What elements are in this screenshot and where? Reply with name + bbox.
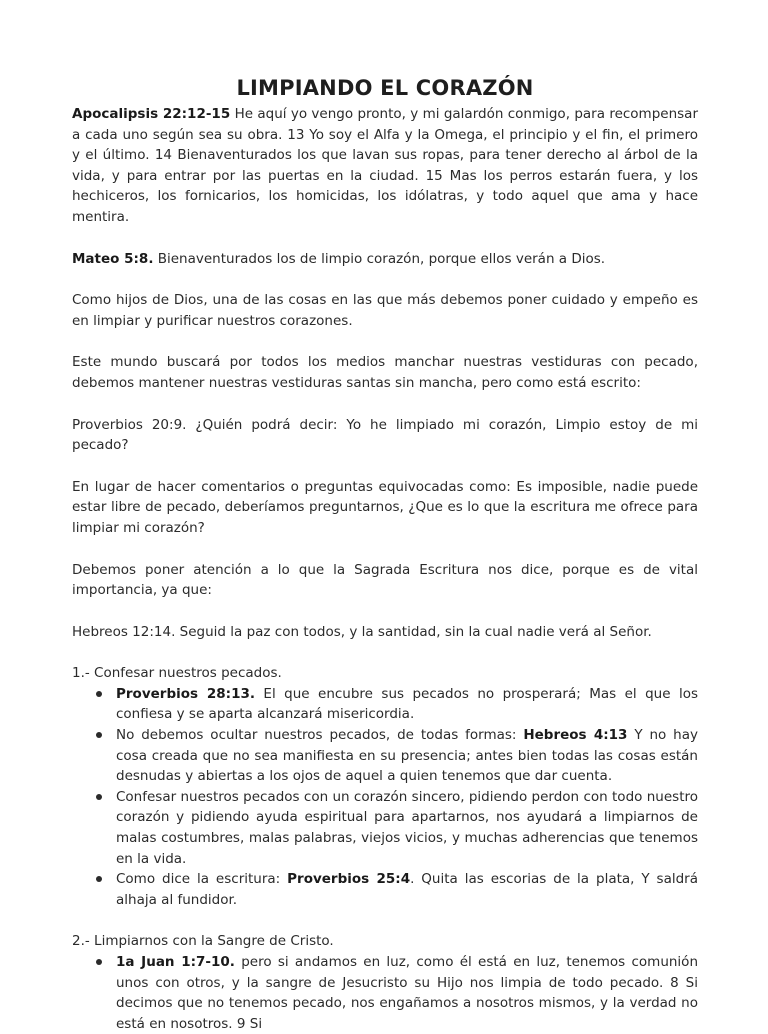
section-1-title: 1.- Confesar nuestros pecados. bbox=[72, 665, 282, 682]
item-text: pero si andamos en luz, como él está en luz, tenemos comunión unos con otros, y la sangre de Jesucristo su Hijo nos limpia de todo pecado. 8 Si decimos que no tenemos pecado, nos engañamos a nosotros mismos, y la verdad no está en nosotros. 9 Si bbox=[116, 954, 698, 1032]
item-reference: 1a Juan 1:7-10. bbox=[116, 954, 235, 970]
item-prefix: No debemos ocultar nuestros pecados, de todas formas: bbox=[116, 727, 524, 744]
document-title: LIMPIANDO EL CORAZÓN bbox=[236, 76, 534, 100]
mateo-paragraph bbox=[72, 249, 698, 270]
item-text: Y no hay cosa creada que no sea manifiesta en su presencia; antes bien todas las cosas están desnudas y abiertas a los ojos de aquel a quien tenemos que dar cuenta. bbox=[116, 727, 698, 785]
section-2-list bbox=[72, 952, 698, 1034]
section-2-title: 2.- Limpiarnos con la Sangre de Cristo. bbox=[72, 933, 334, 950]
list-item bbox=[116, 787, 698, 869]
paragraph-2: Este mundo buscará por todos los medios manchar nuestras vestiduras con pecado, debemos mantener nuestras vestiduras santas sin mancha, pero como está escrito: bbox=[72, 354, 698, 391]
item-text: . Quita las escorias de la plata, Y saldrá alhaja al fundidor. bbox=[116, 871, 698, 908]
item-prefix: Como dice la escritura: bbox=[116, 871, 288, 888]
intro-text: He aquí yo vengo pronto, y mi galardón conmigo, para recompensar a cada uno según sea su obra. 13 Yo soy el Alfa y la Omega, el principio y el fin, el primero y el último. 14 Bienaventurados los que lavan sus ropas, para tener derecho al árbol de la vida, y para entrar por las puertas en la ciudad. 15 Mas los perros estarán fuera, y los hechiceros, los fornicarios, los homicidas, los idólatras, y todo aquel que ama y hace mentira. bbox=[72, 106, 699, 225]
paragraph-3: Proverbios 20:9. ¿Quién podrá decir: Yo he limpiado mi corazón, Limpio estoy de mi pecado? bbox=[72, 416, 698, 454]
list-item bbox=[116, 725, 698, 787]
item-reference: Hebreos 4:13 bbox=[523, 727, 628, 744]
item-reference: Proverbios 28:13. bbox=[116, 685, 255, 702]
list-item bbox=[116, 952, 698, 1034]
intro-reference: Apocalipsis 22:12-15 bbox=[72, 106, 231, 122]
paragraph-4: En lugar de hacer comentarios o preguntas equivocadas como: Es imposible, nadie puede estar libre de pecado, deberíamos preguntarnos, ¿Que es lo que la escritura me ofrece para limpiar mi corazón? bbox=[72, 478, 698, 536]
item-text: El que encubre sus pecados no prosperará; Mas el que los confiesa y se aparta alcanzará misericordia. bbox=[116, 685, 699, 723]
section-1-list bbox=[72, 684, 698, 911]
paragraph-1: Como hijos de Dios, una de las cosas en las que más debemos poner cuidado y empeño es en limpiar y purificar nuestros corazones. bbox=[72, 292, 698, 329]
paragraph-5: Debemos poner atención a lo que la Sagrada Escritura nos dice, porque es de vital importancia, ya que: bbox=[72, 561, 698, 599]
list-item bbox=[116, 684, 698, 725]
intro-paragraph bbox=[72, 104, 698, 228]
paragraph-6: Hebreos 12:14. Seguid la paz con todos, y la santidad, sin la cual nadie verá al Señor. bbox=[72, 623, 652, 640]
list-item bbox=[116, 869, 698, 910]
mateo-reference: Mateo 5:8. bbox=[72, 250, 154, 267]
item-text: Confesar nuestros pecados con un corazón sincero, pidiendo perdon con todo nuestro corazón y pidiendo ayuda espiritual para apartarnos, nos ayudará a limpiarnos de malas costumbres, malas palabras, viejos vicios, y muchas adherencias que tenemos en la vida. bbox=[116, 788, 698, 867]
mateo-text: Bienaventurados los de limpio corazón, porque ellos verán a Dios. bbox=[153, 250, 606, 267]
item-reference: Proverbios 25:4 bbox=[287, 871, 411, 888]
